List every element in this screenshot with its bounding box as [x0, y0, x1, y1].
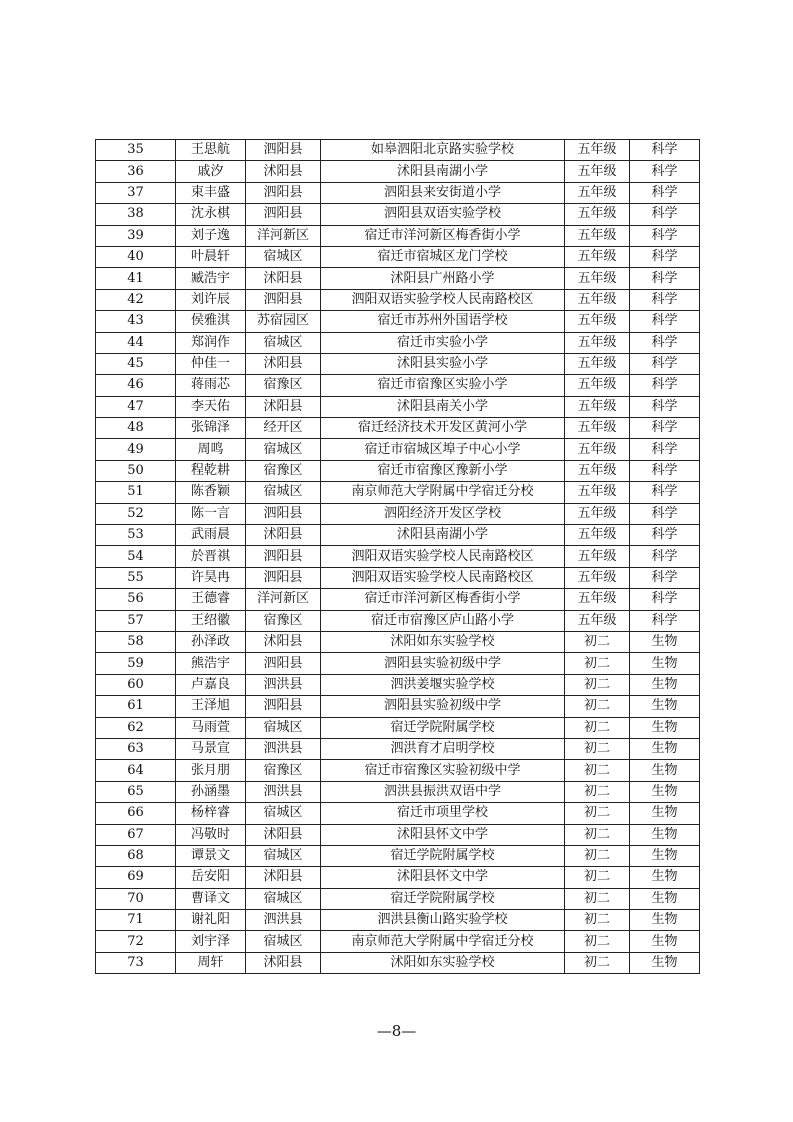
- grade-cell: 五年级: [565, 268, 630, 289]
- table-row: [96, 696, 700, 717]
- subject-cell: 生物: [630, 781, 700, 802]
- student-name-cell: 武雨晨: [176, 525, 246, 546]
- table-row: [96, 845, 700, 866]
- row-number-cell: 40: [96, 246, 176, 267]
- row-number-cell: 69: [96, 867, 176, 888]
- student-name-cell: 沈永棋: [176, 204, 246, 225]
- student-name-cell: 张锦泽: [176, 418, 246, 439]
- subject-cell: 科学: [630, 375, 700, 396]
- table-row: [96, 225, 700, 246]
- row-number-cell: 67: [96, 824, 176, 845]
- table-row: [96, 867, 700, 888]
- school-cell: 宿迁经济技术开发区黄河小学: [321, 418, 565, 439]
- student-name-cell: 刘子逸: [176, 225, 246, 246]
- school-cell: 沭阳县怀文中学: [321, 867, 565, 888]
- subject-cell: 科学: [630, 311, 700, 332]
- subject-cell: 生物: [630, 952, 700, 973]
- student-name-cell: 周轩: [176, 952, 246, 973]
- student-name-cell: 谢礼阳: [176, 910, 246, 931]
- table-row: [96, 824, 700, 845]
- district-cell: 泗阳县: [246, 696, 321, 717]
- student-name-cell: 孙涵墨: [176, 781, 246, 802]
- row-number-cell: 51: [96, 482, 176, 503]
- district-cell: 宿豫区: [246, 610, 321, 631]
- school-cell: 沭阳如东实验学校: [321, 952, 565, 973]
- student-name-cell: 刘许辰: [176, 289, 246, 310]
- table-row: [96, 140, 700, 161]
- district-cell: 宿豫区: [246, 460, 321, 481]
- table-row: [96, 418, 700, 439]
- subject-cell: 生物: [630, 931, 700, 952]
- school-cell: 泗洪县衡山路实验学校: [321, 910, 565, 931]
- table-row: [96, 631, 700, 652]
- student-name-cell: 侯雅淇: [176, 311, 246, 332]
- school-cell: 沭阳如东实验学校: [321, 631, 565, 652]
- table-row: [96, 482, 700, 503]
- school-cell: 宿迁市宿豫区实验初级中学: [321, 760, 565, 781]
- row-number-cell: 59: [96, 653, 176, 674]
- district-cell: 沭阳县: [246, 396, 321, 417]
- grade-cell: 初二: [565, 653, 630, 674]
- grade-cell: 五年级: [565, 353, 630, 374]
- grade-cell: 五年级: [565, 589, 630, 610]
- row-number-cell: 35: [96, 140, 176, 161]
- subject-cell: 科学: [630, 225, 700, 246]
- subject-cell: 科学: [630, 204, 700, 225]
- student-name-cell: 陈香颖: [176, 482, 246, 503]
- student-name-cell: 张月朋: [176, 760, 246, 781]
- district-cell: 沭阳县: [246, 631, 321, 652]
- district-cell: 沭阳县: [246, 353, 321, 374]
- school-cell: 沭阳县南湖小学: [321, 161, 565, 182]
- district-cell: 洋河新区: [246, 225, 321, 246]
- district-cell: 宿城区: [246, 246, 321, 267]
- district-cell: 泗阳县: [246, 289, 321, 310]
- table-row: [96, 738, 700, 759]
- school-cell: 宿迁市宿城区龙门学校: [321, 246, 565, 267]
- school-cell: 宿迁市宿豫区庐山路小学: [321, 610, 565, 631]
- student-name-cell: 孙泽政: [176, 631, 246, 652]
- grade-cell: 五年级: [565, 246, 630, 267]
- subject-cell: 科学: [630, 246, 700, 267]
- grade-cell: 五年级: [565, 140, 630, 161]
- school-cell: 宿迁市宿城区埠子中心小学: [321, 439, 565, 460]
- student-name-cell: 岳安阳: [176, 867, 246, 888]
- subject-cell: 生物: [630, 760, 700, 781]
- subject-cell: 科学: [630, 567, 700, 588]
- school-cell: 沭阳县南关小学: [321, 396, 565, 417]
- student-name-cell: 王泽旭: [176, 696, 246, 717]
- student-name-cell: 程乾耕: [176, 460, 246, 481]
- row-number-cell: 38: [96, 204, 176, 225]
- table-row: [96, 353, 700, 374]
- row-number-cell: 57: [96, 610, 176, 631]
- subject-cell: 生物: [630, 631, 700, 652]
- grade-cell: 五年级: [565, 332, 630, 353]
- grade-cell: 初二: [565, 931, 630, 952]
- row-number-cell: 71: [96, 910, 176, 931]
- student-name-cell: 马雨萱: [176, 717, 246, 738]
- student-name-cell: 冯敬时: [176, 824, 246, 845]
- school-cell: 泗阳双语实验学校人民南路校区: [321, 546, 565, 567]
- district-cell: 泗阳县: [246, 140, 321, 161]
- row-number-cell: 63: [96, 738, 176, 759]
- district-cell: 泗阳县: [246, 182, 321, 203]
- school-cell: 宿迁学院附属学校: [321, 845, 565, 866]
- subject-cell: 科学: [630, 439, 700, 460]
- row-number-cell: 65: [96, 781, 176, 802]
- row-number-cell: 53: [96, 525, 176, 546]
- subject-cell: 生物: [630, 696, 700, 717]
- table-row: [96, 760, 700, 781]
- grade-cell: 五年级: [565, 439, 630, 460]
- row-number-cell: 52: [96, 503, 176, 524]
- subject-cell: 科学: [630, 418, 700, 439]
- student-name-cell: 陈一言: [176, 503, 246, 524]
- grade-cell: 五年级: [565, 610, 630, 631]
- district-cell: 沭阳县: [246, 525, 321, 546]
- table-row: [96, 525, 700, 546]
- district-cell: 泗洪县: [246, 781, 321, 802]
- grade-cell: 五年级: [565, 460, 630, 481]
- student-name-cell: 曹译文: [176, 888, 246, 909]
- grade-cell: 初二: [565, 696, 630, 717]
- subject-cell: 生物: [630, 910, 700, 931]
- table-row: [96, 546, 700, 567]
- school-cell: 宿迁学院附属学校: [321, 888, 565, 909]
- subject-cell: 科学: [630, 161, 700, 182]
- table-row: [96, 396, 700, 417]
- district-cell: 经开区: [246, 418, 321, 439]
- row-number-cell: 37: [96, 182, 176, 203]
- school-cell: 泗阳县实验初级中学: [321, 653, 565, 674]
- district-cell: 泗阳县: [246, 503, 321, 524]
- district-cell: 沭阳县: [246, 161, 321, 182]
- table-row: [96, 888, 700, 909]
- subject-cell: 科学: [630, 503, 700, 524]
- table-row: [96, 268, 700, 289]
- grade-cell: 五年级: [565, 182, 630, 203]
- district-cell: 沭阳县: [246, 268, 321, 289]
- student-name-cell: 蒋雨芯: [176, 375, 246, 396]
- district-cell: 宿城区: [246, 439, 321, 460]
- row-number-cell: 46: [96, 375, 176, 396]
- student-name-cell: 周鸣: [176, 439, 246, 460]
- row-number-cell: 45: [96, 353, 176, 374]
- row-number-cell: 66: [96, 803, 176, 824]
- school-cell: 沭阳县实验小学: [321, 353, 565, 374]
- table-row: [96, 910, 700, 931]
- district-cell: 泗阳县: [246, 653, 321, 674]
- grade-cell: 初二: [565, 845, 630, 866]
- student-name-cell: 熊浩宇: [176, 653, 246, 674]
- grade-cell: 五年级: [565, 375, 630, 396]
- district-cell: 泗洪县: [246, 910, 321, 931]
- school-cell: 宿迁学院附属学校: [321, 717, 565, 738]
- row-number-cell: 47: [96, 396, 176, 417]
- row-number-cell: 56: [96, 589, 176, 610]
- student-name-cell: 於晋祺: [176, 546, 246, 567]
- district-cell: 宿城区: [246, 845, 321, 866]
- table-row: [96, 439, 700, 460]
- table-row: [96, 182, 700, 203]
- table-row: [96, 503, 700, 524]
- school-cell: 沭阳县怀文中学: [321, 824, 565, 845]
- subject-cell: 科学: [630, 268, 700, 289]
- district-cell: 宿城区: [246, 717, 321, 738]
- grade-cell: 五年级: [565, 396, 630, 417]
- district-cell: 宿城区: [246, 803, 321, 824]
- grade-cell: 初二: [565, 803, 630, 824]
- row-number-cell: 43: [96, 311, 176, 332]
- school-cell: 沭阳县南湖小学: [321, 525, 565, 546]
- school-cell: 泗阳双语实验学校人民南路校区: [321, 289, 565, 310]
- row-number-cell: 55: [96, 567, 176, 588]
- school-cell: 宿迁市苏州外国语学校: [321, 311, 565, 332]
- row-number-cell: 36: [96, 161, 176, 182]
- school-cell: 宿迁市洋河新区梅香街小学: [321, 225, 565, 246]
- school-cell: 宿迁市实验小学: [321, 332, 565, 353]
- subject-cell: 科学: [630, 482, 700, 503]
- row-number-cell: 70: [96, 888, 176, 909]
- subject-cell: 科学: [630, 610, 700, 631]
- school-cell: 泗阳经济开发区学校: [321, 503, 565, 524]
- subject-cell: 生物: [630, 717, 700, 738]
- student-name-cell: 王绍徽: [176, 610, 246, 631]
- district-cell: 泗阳县: [246, 567, 321, 588]
- row-number-cell: 39: [96, 225, 176, 246]
- subject-cell: 生物: [630, 867, 700, 888]
- student-name-cell: 戚汐: [176, 161, 246, 182]
- table-row: [96, 717, 700, 738]
- grade-cell: 初二: [565, 910, 630, 931]
- district-cell: 宿城区: [246, 482, 321, 503]
- district-cell: 宿豫区: [246, 375, 321, 396]
- student-name-cell: 臧浩宇: [176, 268, 246, 289]
- grade-cell: 五年级: [565, 525, 630, 546]
- row-number-cell: 54: [96, 546, 176, 567]
- district-cell: 洋河新区: [246, 589, 321, 610]
- student-name-cell: 郑润作: [176, 332, 246, 353]
- row-number-cell: 42: [96, 289, 176, 310]
- school-cell: 宿迁市洋河新区梅香街小学: [321, 589, 565, 610]
- row-number-cell: 68: [96, 845, 176, 866]
- school-cell: 泗阳县双语实验学校: [321, 204, 565, 225]
- district-cell: 沭阳县: [246, 952, 321, 973]
- student-name-cell: 谭景文: [176, 845, 246, 866]
- school-cell: 宿迁市宿豫区豫新小学: [321, 460, 565, 481]
- row-number-cell: 64: [96, 760, 176, 781]
- subject-cell: 科学: [630, 182, 700, 203]
- school-cell: 泗洪育才启明学校: [321, 738, 565, 759]
- table-row: [96, 204, 700, 225]
- row-number-cell: 50: [96, 460, 176, 481]
- district-cell: 宿豫区: [246, 760, 321, 781]
- row-number-cell: 72: [96, 931, 176, 952]
- student-name-cell: 仲佳一: [176, 353, 246, 374]
- school-cell: 泗洪姜堰实验学校: [321, 674, 565, 695]
- row-number-cell: 61: [96, 696, 176, 717]
- grade-cell: 初二: [565, 631, 630, 652]
- subject-cell: 生物: [630, 738, 700, 759]
- grade-cell: 五年级: [565, 311, 630, 332]
- grade-cell: 五年级: [565, 161, 630, 182]
- grade-cell: 初二: [565, 824, 630, 845]
- row-number-cell: 58: [96, 631, 176, 652]
- subject-cell: 科学: [630, 460, 700, 481]
- table-row: [96, 952, 700, 973]
- row-number-cell: 41: [96, 268, 176, 289]
- district-cell: 宿城区: [246, 332, 321, 353]
- subject-cell: 科学: [630, 396, 700, 417]
- school-cell: 南京师范大学附属中学宿迁分校: [321, 482, 565, 503]
- district-cell: 泗洪县: [246, 674, 321, 695]
- grade-cell: 五年级: [565, 482, 630, 503]
- school-cell: 泗洪县振洪双语中学: [321, 781, 565, 802]
- grade-cell: 五年级: [565, 567, 630, 588]
- district-cell: 苏宿园区: [246, 311, 321, 332]
- grade-cell: 初二: [565, 781, 630, 802]
- school-cell: 宿迁市项里学校: [321, 803, 565, 824]
- school-cell: 泗阳县来安街道小学: [321, 182, 565, 203]
- grade-cell: 五年级: [565, 204, 630, 225]
- school-cell: 南京师范大学附属中学宿迁分校: [321, 931, 565, 952]
- table-row: [96, 161, 700, 182]
- subject-cell: 科学: [630, 332, 700, 353]
- district-cell: 泗洪县: [246, 738, 321, 759]
- grade-cell: 初二: [565, 674, 630, 695]
- district-cell: 沭阳县: [246, 824, 321, 845]
- student-name-cell: 许昊冉: [176, 567, 246, 588]
- table-row: [96, 781, 700, 802]
- subject-cell: 科学: [630, 353, 700, 374]
- row-number-cell: 48: [96, 418, 176, 439]
- row-number-cell: 62: [96, 717, 176, 738]
- table-row: [96, 589, 700, 610]
- grade-cell: 五年级: [565, 546, 630, 567]
- table-row: [96, 674, 700, 695]
- table-row: [96, 567, 700, 588]
- table-row: [96, 460, 700, 481]
- grade-cell: 初二: [565, 888, 630, 909]
- student-name-cell: 王德睿: [176, 589, 246, 610]
- subject-cell: 生物: [630, 653, 700, 674]
- table-row: [96, 931, 700, 952]
- school-cell: 宿迁市宿豫区实验小学: [321, 375, 565, 396]
- table-row: [96, 311, 700, 332]
- district-cell: 宿城区: [246, 888, 321, 909]
- grade-cell: 五年级: [565, 503, 630, 524]
- student-name-cell: 王思航: [176, 140, 246, 161]
- winners-table: [95, 139, 700, 974]
- row-number-cell: 73: [96, 952, 176, 973]
- subject-cell: 科学: [630, 289, 700, 310]
- student-name-cell: 卢嘉良: [176, 674, 246, 695]
- subject-cell: 科学: [630, 589, 700, 610]
- table-row: [96, 375, 700, 396]
- student-name-cell: 叶晨轩: [176, 246, 246, 267]
- row-number-cell: 49: [96, 439, 176, 460]
- subject-cell: 科学: [630, 140, 700, 161]
- subject-cell: 科学: [630, 546, 700, 567]
- subject-cell: 生物: [630, 888, 700, 909]
- grade-cell: 五年级: [565, 225, 630, 246]
- school-cell: 沭阳县广州路小学: [321, 268, 565, 289]
- row-number-cell: 60: [96, 674, 176, 695]
- table-row: [96, 289, 700, 310]
- table-row: [96, 803, 700, 824]
- student-name-cell: 刘宇泽: [176, 931, 246, 952]
- grade-cell: 初二: [565, 952, 630, 973]
- grade-cell: 初二: [565, 717, 630, 738]
- student-name-cell: 束丰盛: [176, 182, 246, 203]
- page-number: —8—: [376, 1022, 417, 1040]
- district-cell: 沭阳县: [246, 867, 321, 888]
- district-cell: 泗阳县: [246, 204, 321, 225]
- table-row: [96, 653, 700, 674]
- student-name-cell: 李天佑: [176, 396, 246, 417]
- row-number-cell: 44: [96, 332, 176, 353]
- grade-cell: 五年级: [565, 289, 630, 310]
- subject-cell: 生物: [630, 845, 700, 866]
- district-cell: 泗阳县: [246, 546, 321, 567]
- student-name-cell: 马景宣: [176, 738, 246, 759]
- subject-cell: 生物: [630, 824, 700, 845]
- grade-cell: 五年级: [565, 418, 630, 439]
- grade-cell: 初二: [565, 738, 630, 759]
- school-cell: 泗阳双语实验学校人民南路校区: [321, 567, 565, 588]
- school-cell: 泗阳县实验初级中学: [321, 696, 565, 717]
- subject-cell: 科学: [630, 525, 700, 546]
- grade-cell: 初二: [565, 867, 630, 888]
- student-name-cell: 杨梓睿: [176, 803, 246, 824]
- subject-cell: 生物: [630, 803, 700, 824]
- table-body: [96, 140, 700, 974]
- grade-cell: 初二: [565, 760, 630, 781]
- district-cell: 宿城区: [246, 931, 321, 952]
- table-row: [96, 332, 700, 353]
- table-row: [96, 246, 700, 267]
- school-cell: 如皋泗阳北京路实验学校: [321, 140, 565, 161]
- subject-cell: 生物: [630, 674, 700, 695]
- table-row: [96, 610, 700, 631]
